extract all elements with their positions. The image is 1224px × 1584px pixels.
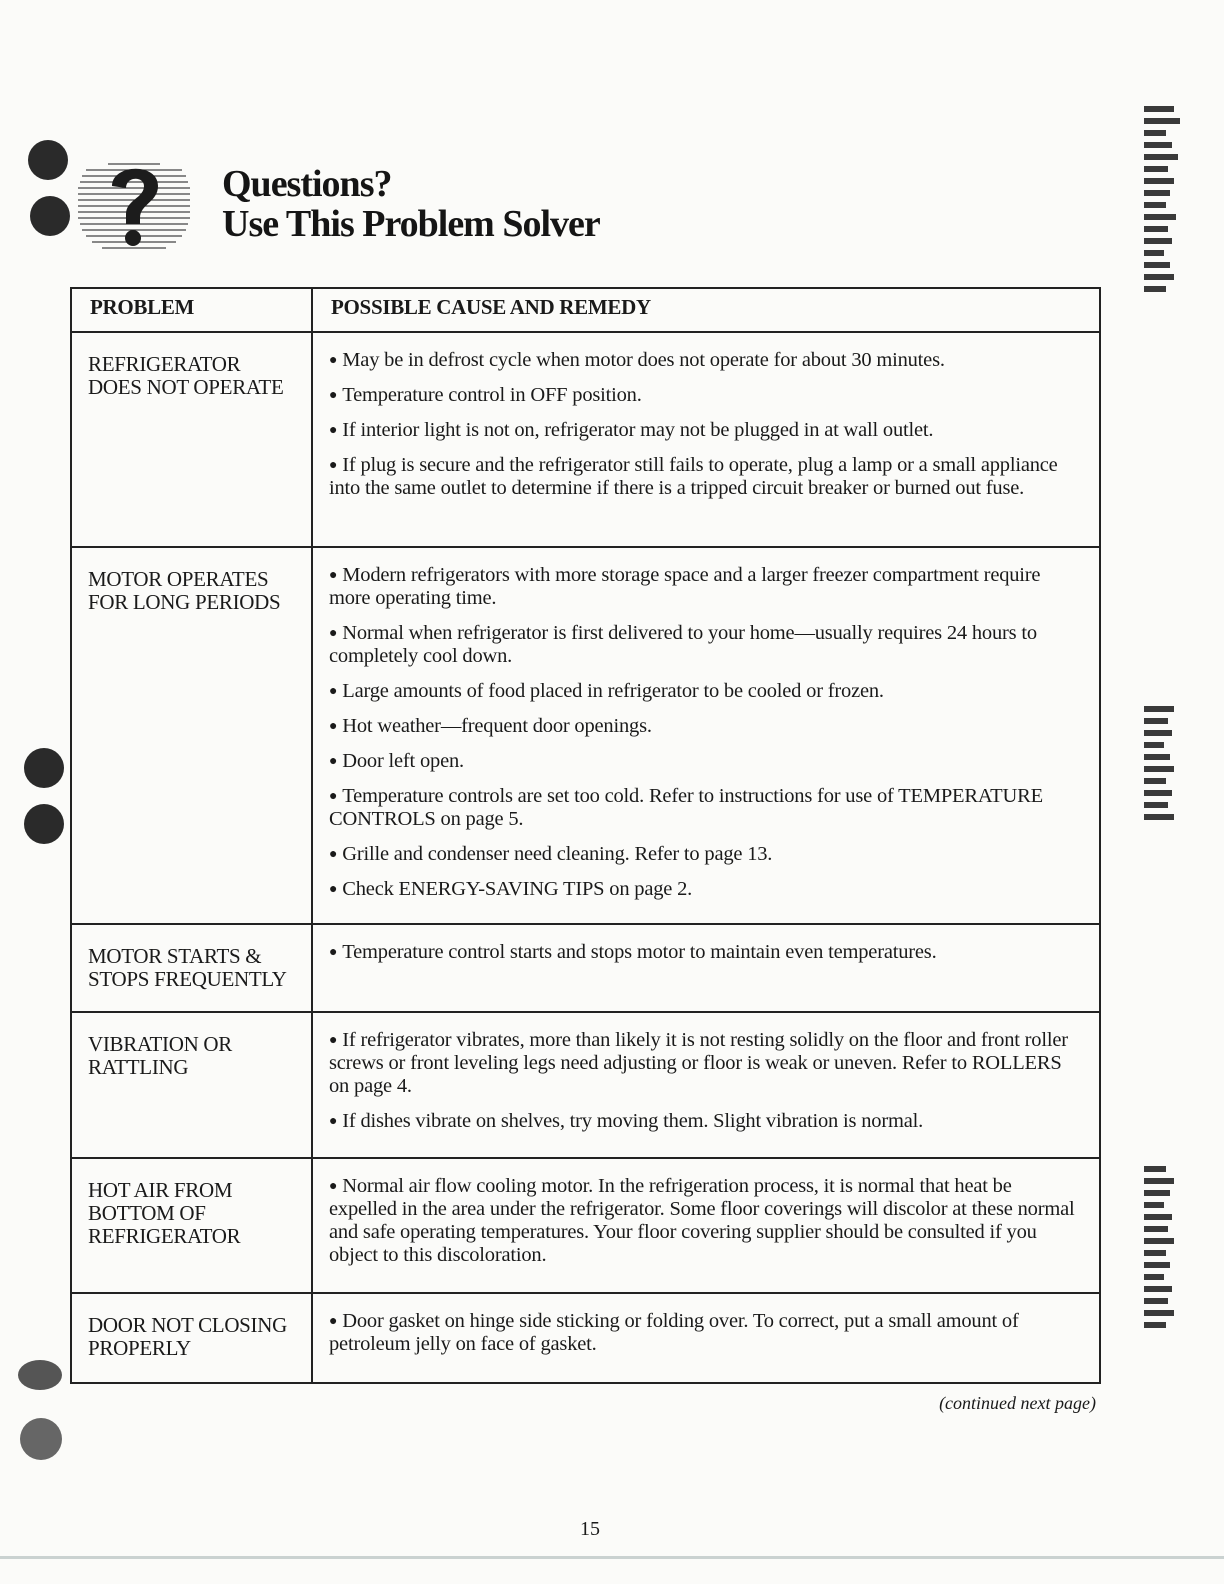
- column-header-problem: PROBLEM: [71, 288, 312, 332]
- scan-bottom-edge: [0, 1556, 1224, 1559]
- remedy-item: ● Check ENERGY-SAVING TIPS on page 2.: [329, 878, 693, 900]
- punch-hole: [24, 748, 64, 788]
- table-row: [71, 1158, 1100, 1293]
- question-mark-icon: [78, 148, 190, 260]
- remedy-item: ● If plug is secure and the refrigerator still fails to operate, plug a lamp or a small appliance into the same outlet to determine if there is a tripped circuit breaker or burned out fuse.: [329, 454, 1058, 499]
- column-header-remedy: POSSIBLE CAUSE AND REMEDY: [312, 288, 1100, 332]
- bullet-icon: ●: [329, 458, 338, 473]
- scan-edge-marks: [1144, 1160, 1206, 1334]
- title-line-2: Use This Problem Solver: [222, 203, 600, 245]
- scan-edge-marks: [1144, 700, 1206, 826]
- remedy-cell: [312, 1293, 1100, 1383]
- bullet-icon: ●: [329, 1314, 338, 1329]
- remedy-item: ● Modern refrigerators with more storage space and a larger freezer compartment require more operating time.: [329, 564, 1041, 609]
- bullet-icon: ●: [329, 353, 338, 368]
- remedy-item: ● If refrigerator vibrates, more than likely it is not resting solidly on the floor and front roller screws or front leveling legs need adjusting or floor is weak or uneven. Refer to ROLLERS on page 4.: [329, 1029, 1068, 1097]
- problem-cell: MOTOR OPERATES FOR LONG PERIODS: [71, 547, 312, 924]
- bullet-icon: ●: [329, 388, 338, 403]
- bullet-icon: ●: [329, 684, 338, 699]
- problem-cell: DOOR NOT CLOSING PROPERLY: [71, 1293, 312, 1383]
- bullet-icon: ●: [329, 945, 338, 960]
- scan-edge-marks: [1144, 100, 1206, 298]
- table-row: [71, 924, 1100, 1012]
- bullet-icon: ●: [329, 847, 338, 862]
- punch-hole: [30, 196, 70, 236]
- remedy-item: ● Grille and condenser need cleaning. Refer to page 13.: [329, 843, 773, 865]
- bullet-icon: ●: [329, 1114, 338, 1129]
- remedy-item: ● Temperature controls are set too cold. Refer to instructions for use of TEMPERATURE CONTROLS on page 5.: [329, 785, 1043, 830]
- continued-note: (continued next page): [939, 1393, 1096, 1413]
- remedy-item: ● Hot weather—frequent door openings.: [329, 715, 652, 737]
- remedy-item: ● Normal when refrigerator is first delivered to your home—usually requires 24 hours to completely cool down.: [329, 622, 1037, 667]
- bullet-icon: ●: [329, 719, 338, 734]
- bullet-icon: ●: [329, 789, 338, 804]
- problem-solver-table: [70, 287, 1101, 1384]
- bullet-icon: ●: [329, 626, 338, 641]
- remedy-item: ● Normal air flow cooling motor. In the refrigeration process, it is normal that heat be expelled in the area under the refrigerator. Some floor coverings will discolor at these normal and safe operating temperatures. Your floor covering supplier should be consulted if you object to this discoloration.: [329, 1175, 1075, 1266]
- bullet-icon: ●: [329, 568, 338, 583]
- problem-cell: MOTOR STARTS & STOPS FREQUENTLY: [71, 924, 312, 1012]
- remedy-item: ● May be in defrost cycle when motor does not operate for about 30 minutes.: [329, 349, 945, 371]
- punch-hole: [24, 804, 64, 844]
- table-row: [71, 1012, 1100, 1158]
- bullet-icon: ●: [329, 754, 338, 769]
- page-title: [222, 164, 600, 244]
- table-row: [71, 1293, 1100, 1383]
- punch-hole: [28, 140, 68, 180]
- punch-hole: [18, 1360, 62, 1390]
- bullet-icon: ●: [329, 882, 338, 897]
- remedy-cell: [312, 1012, 1100, 1158]
- bullet-icon: ●: [329, 423, 338, 438]
- remedy-item: ● If dishes vibrate on shelves, try moving them. Slight vibration is normal.: [329, 1110, 924, 1132]
- bullet-icon: ●: [329, 1179, 338, 1194]
- title-line-1: Questions?: [222, 163, 392, 205]
- table-row: [71, 332, 1100, 547]
- table-header-row: [71, 288, 1100, 332]
- table-row: [71, 547, 1100, 924]
- remedy-cell: [312, 924, 1100, 1012]
- punch-hole: [20, 1418, 62, 1460]
- remedy-item: ● Temperature control starts and stops motor to maintain even temperatures.: [329, 941, 937, 963]
- problem-cell: VIBRATION OR RATTLING: [71, 1012, 312, 1158]
- remedy-item: ● If interior light is not on, refrigerator may not be plugged in at wall outlet.: [329, 419, 934, 441]
- remedy-cell: [312, 332, 1100, 547]
- problem-cell: HOT AIR FROM BOTTOM OF REFRIGERATOR: [71, 1158, 312, 1293]
- remedy-item: ● Temperature control in OFF position.: [329, 384, 642, 406]
- problem-cell: REFRIGERATOR DOES NOT OPERATE: [71, 332, 312, 547]
- remedy-item: ● Large amounts of food placed in refrigerator to be cooled or frozen.: [329, 680, 884, 702]
- remedy-item: ● Door gasket on hinge side sticking or folding over. To correct, put a small amount of petroleum jelly on face of gasket.: [329, 1310, 1019, 1355]
- page-number: 15: [580, 1518, 600, 1540]
- remedy-cell: [312, 547, 1100, 924]
- bullet-icon: ●: [329, 1033, 338, 1048]
- remedy-item: ● Door left open.: [329, 750, 464, 772]
- remedy-cell: [312, 1158, 1100, 1293]
